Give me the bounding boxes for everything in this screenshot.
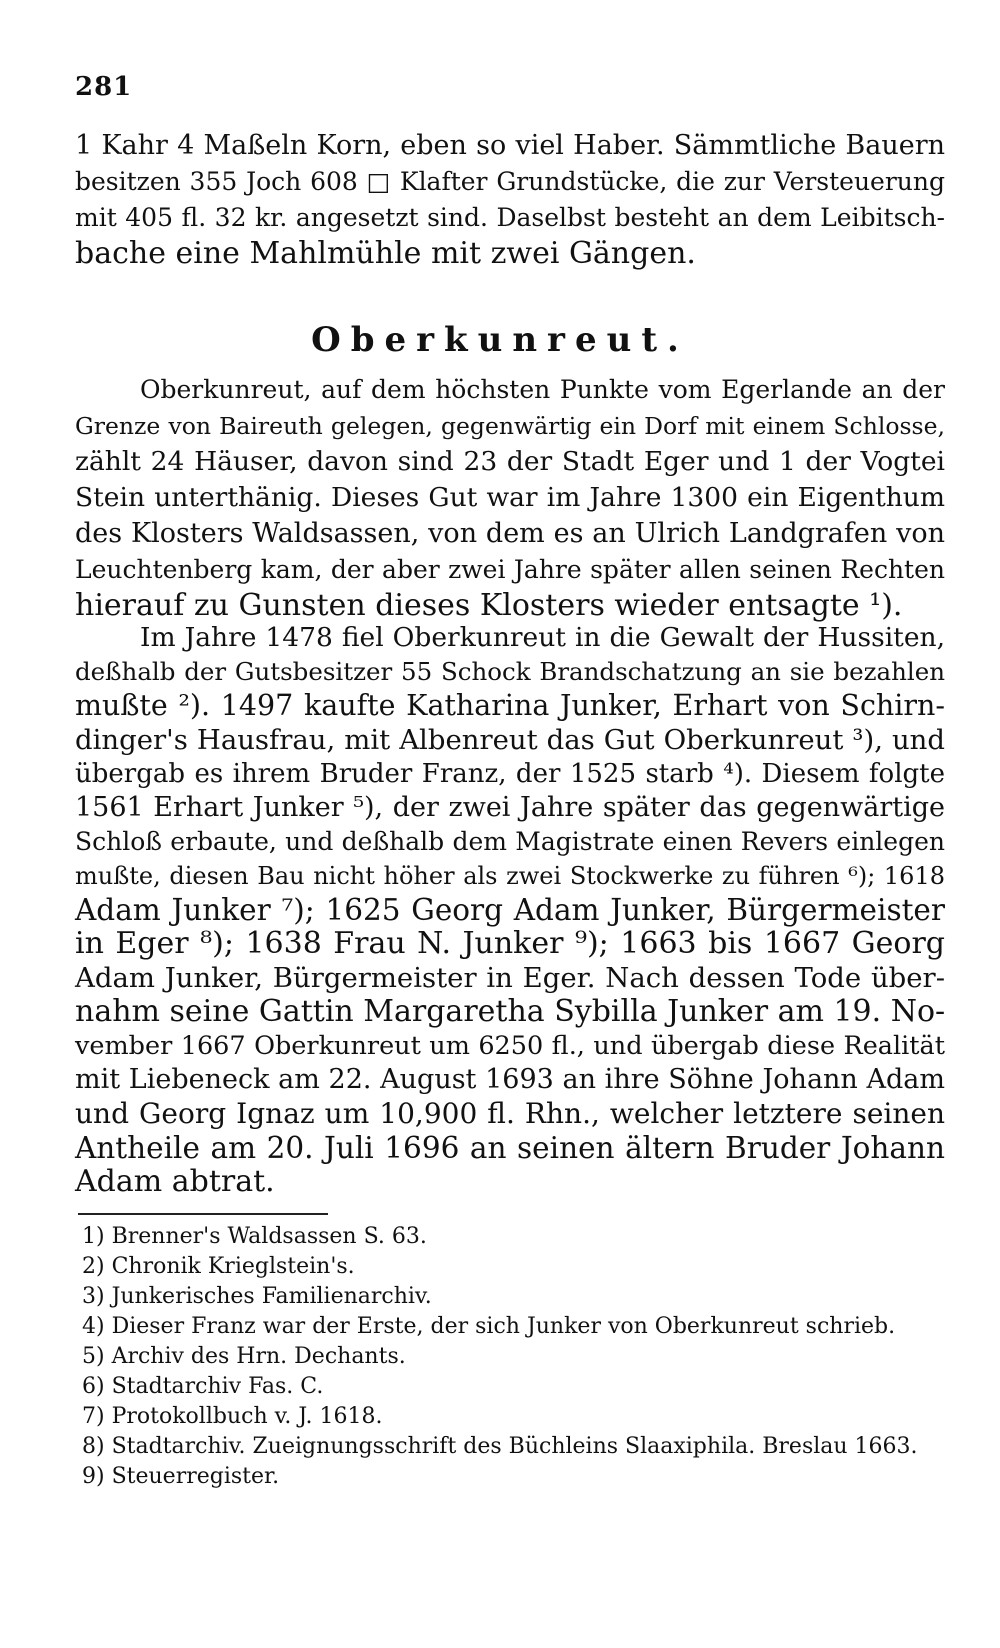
text-line: zählt 24 Häuser, davon sind 23 der Stadt Eger und 1 der Vogtei <box>75 446 945 477</box>
text-line: mußte, diesen Bau nicht höher als zwei Stockwerke zu führen ⁶); 1618 <box>75 862 945 890</box>
text-line: Schloß erbaute, und deßhalb dem Magistrate einen Revers einlegen <box>75 827 945 856</box>
text-line: mußte ²). 1497 kaufte Katharina Junker, Erhart von Schirn- <box>75 689 945 722</box>
text-line: mit Liebeneck am 22. August 1693 an ihre Söhne Johann Adam <box>75 1064 945 1095</box>
text-line: hierauf zu Gunsten dieses Klosters wieder entsagte ¹). <box>75 588 903 623</box>
text-line: dinger's Hausfrau, mit Albenreut das Gut Oberkunreut ³), und <box>75 724 945 756</box>
section-heading: Oberkunreut. <box>311 320 689 360</box>
text-line: 1 Kahr 4 Maßeln Korn, eben so viel Haber. Sämmtliche Bauern <box>75 130 945 161</box>
text-line: bache eine Mahlmühle mit zwei Gängen. <box>75 236 696 271</box>
footnote: 6) Stadtarchiv Fas. C. <box>82 1374 324 1399</box>
footnote: 5) Archiv des Hrn. Dechants. <box>82 1344 406 1369</box>
text-line: Antheile am 20. Juli 1696 an seinen ältern Bruder Johann <box>75 1131 945 1165</box>
footnote: 7) Protokollbuch v. J. 1618. <box>82 1404 383 1429</box>
text-line: des Klosters Waldsassen, von dem es an Ulrich Landgrafen von <box>75 518 945 549</box>
footnote-divider <box>78 1213 328 1215</box>
text-line: und Georg Ignaz um 10,900 fl. Rhn., welcher letztere seinen <box>75 1097 945 1130</box>
text-line: Im Jahre 1478 fiel Oberkunreut in die Gewalt der Hussiten, <box>140 622 945 653</box>
footnote: 3) Junkerisches Familienarchiv. <box>82 1284 432 1309</box>
text-line: Adam Junker, Bürgermeister in Eger. Nach dessen Tode über- <box>75 962 945 994</box>
text-line: besitzen 355 Joch 608 □ Klafter Grundstücke, die zur Versteuerung <box>75 167 945 196</box>
text-line: Adam abtrat. <box>75 1164 275 1199</box>
text-line: Adam Junker ⁷); 1625 Georg Adam Junker, Bürgermeister <box>75 893 945 927</box>
text-line: übergab es ihrem Bruder Franz, der 1525 starb ⁴). Diesem folgte <box>75 759 945 789</box>
page-number: 281 <box>75 72 133 102</box>
text-line: mit 405 fl. 32 kr. angesetzt sind. Daselbst besteht an dem Leibitsch- <box>75 203 945 232</box>
footnote: 4) Dieser Franz war der Erste, der sich Junker von Oberkunreut schrieb. <box>82 1314 896 1339</box>
text-line: Oberkunreut, auf dem höchsten Punkte vom Egerlande an der <box>140 375 945 404</box>
text-line: in Eger ⁸); 1638 Frau N. Junker ⁹); 1663 bis 1667 Georg <box>75 926 945 961</box>
footnote: 8) Stadtarchiv. Zueignungsschrift des Büchleins Slaaxiphila. Breslau 1663. <box>82 1434 918 1459</box>
text-line: vember 1667 Oberkunreut um 6250 fl., und übergab diese Realität <box>75 1031 945 1061</box>
text-line: deßhalb der Gutsbesitzer 55 Schock Brandschatzung an sie bezahlen <box>75 657 945 686</box>
text-line: 1561 Erhart Junker ⁵), der zwei Jahre später das gegenwärtige <box>75 792 945 823</box>
text-line: nahm seine Gattin Margaretha Sybilla Junker am 19. No- <box>75 994 946 1029</box>
footnote: 1) Brenner's Waldsassen S. 63. <box>82 1224 427 1249</box>
text-line: Grenze von Baireuth gelegen, gegenwärtig ein Dorf mit einem Schlosse, <box>75 412 945 440</box>
text-line: Leuchtenberg kam, der aber zwei Jahre später allen seinen Rechten <box>75 555 945 584</box>
text-line: Stein unterthänig. Dieses Gut war im Jahre 1300 ein Eigenthum <box>75 482 945 513</box>
footnote: 9) Steuerregister. <box>82 1464 280 1489</box>
footnote: 2) Chronik Krieglstein's. <box>82 1254 355 1279</box>
